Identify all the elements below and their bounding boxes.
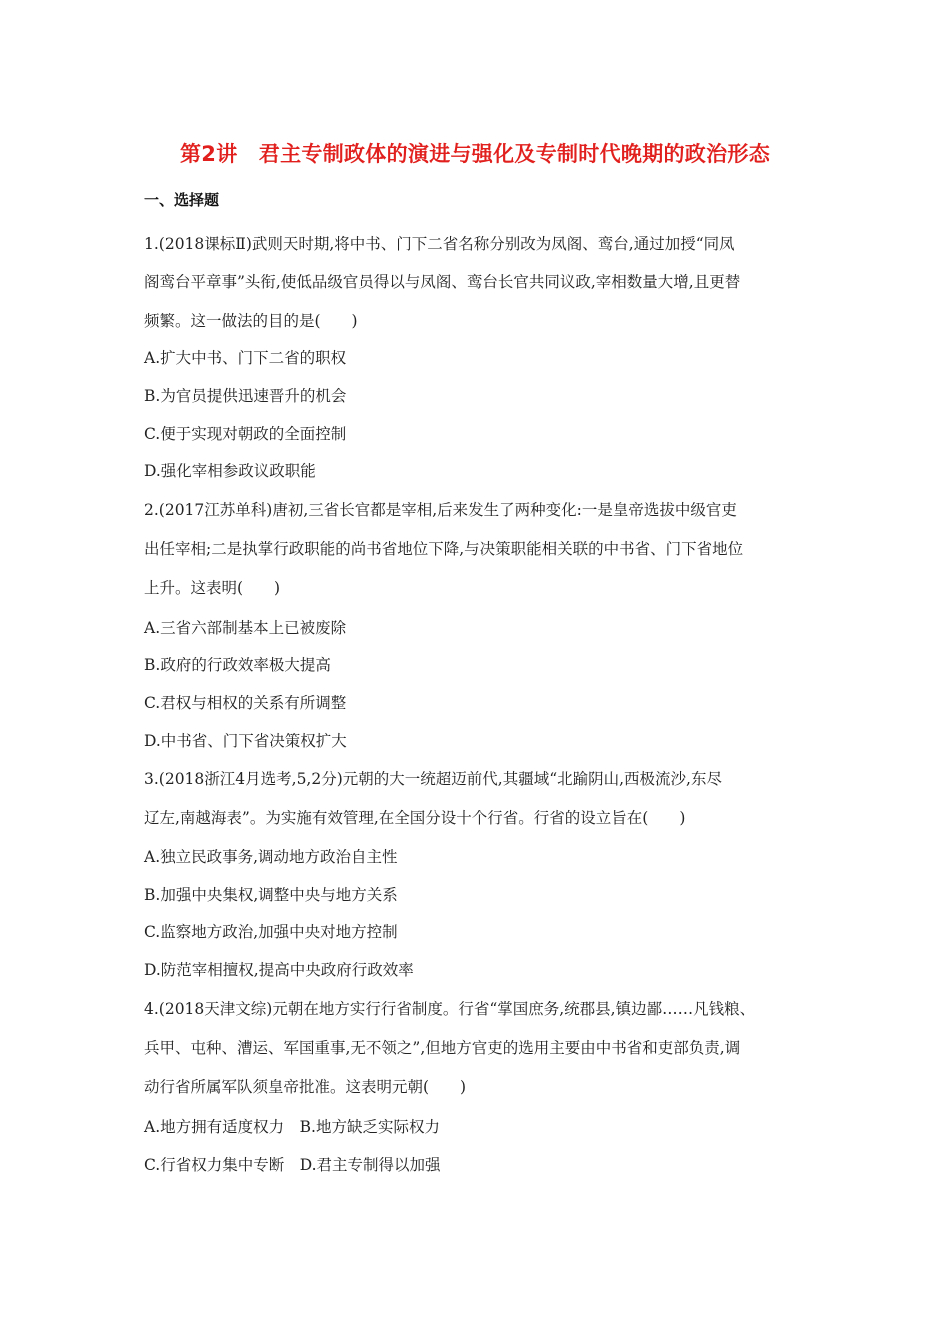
question-2-option-c: C.君权与相权的关系有所调整 bbox=[144, 694, 347, 712]
question-1-option-c: C.便于实现对朝政的全面控制 bbox=[144, 425, 347, 443]
question-4-stem-line-3: 动行省所属军队须皇帝批准。这表明元朝( ) bbox=[144, 1078, 467, 1096]
question-4-stem-line-2: 兵甲、屯种、漕运、军国重事,无不领之”,但地方官吏的选用主要由中书省和吏部负责,调 bbox=[144, 1039, 741, 1057]
question-1-stem-line-3: 频繁。这一做法的目的是( ) bbox=[144, 312, 358, 330]
page-title: 第2讲 君主专制政体的演进与强化及专制时代晚期的政治形态 bbox=[179, 142, 770, 166]
question-2-option-a: A.三省六部制基本上已被废除 bbox=[144, 619, 347, 637]
section-heading: 一、选择题 bbox=[144, 191, 220, 209]
question-3-stem-line-2: 辽左,南越海表”。为实施有效管理,在全国分设十个行省。行省的设立旨在( ) bbox=[144, 809, 686, 827]
question-2-stem-line-1: 2.(2017江苏单科)唐初,三省长官都是宰相,后来发生了两种变化:一是皇帝选拔中级官吏 bbox=[144, 501, 737, 519]
question-1-option-b: B.为官员提供迅速晋升的机会 bbox=[144, 387, 347, 405]
question-4-options-ab: A.地方拥有适度权力 B.地方缺乏实际权力 bbox=[144, 1118, 440, 1136]
question-2-stem-line-2: 出任宰相;二是执掌行政职能的尚书省地位下降,与决策职能相关联的中书省、门下省地位 bbox=[144, 540, 744, 558]
question-3-option-c: C.监察地方政治,加强中央对地方控制 bbox=[144, 923, 398, 941]
question-1-stem-line-1: 1.(2018课标Ⅱ)武则天时期,将中书、门下二省名称分别改为凤阁、鸾台,通过加授“同凤 bbox=[144, 235, 735, 253]
question-3-stem-line-1: 3.(2018浙江4月选考,5,2分)元朝的大一统超迈前代,其疆域“北踰阴山,西极流沙,东尽 bbox=[144, 770, 722, 788]
question-4-stem-line-1: 4.(2018天津文综)元朝在地方实行行省制度。行省“掌国庶务,统郡县,镇边鄙……凡钱粮、 bbox=[144, 1000, 756, 1018]
question-2-option-b: B.政府的行政效率极大提高 bbox=[144, 656, 331, 674]
question-4-options-cd: C.行省权力集中专断 D.君主专制得以加强 bbox=[144, 1156, 441, 1174]
question-1-option-a: A.扩大中书、门下二省的职权 bbox=[144, 349, 347, 367]
question-3-option-d: D.防范宰相擅权,提高中央政府行政效率 bbox=[144, 961, 414, 979]
question-1-stem-line-2: 阁鸾台平章事”头衔,使低品级官员得以与凤阁、鸾台长官共同议政,宰相数量大增,且更替 bbox=[144, 273, 741, 291]
question-1-option-d: D.强化宰相参政议政职能 bbox=[144, 462, 316, 480]
question-3-option-a: A.独立民政事务,调动地方政治自主性 bbox=[144, 848, 398, 866]
question-2-stem-line-3: 上升。这表明( ) bbox=[144, 579, 281, 597]
question-2-option-d: D.中书省、门下省决策权扩大 bbox=[144, 732, 347, 750]
question-3-option-b: B.加强中央集权,调整中央与地方关系 bbox=[144, 886, 398, 904]
